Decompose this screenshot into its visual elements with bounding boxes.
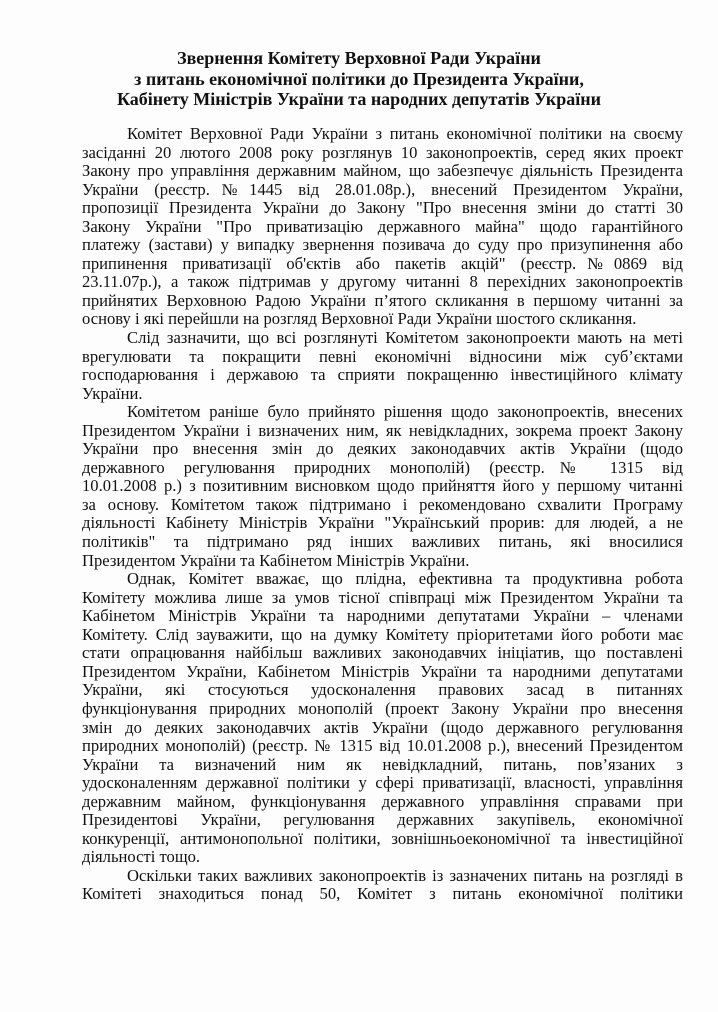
paragraph-line: діяльності Кабінету Міністрів України "Український прорив: для людей, а не [82,513,683,533]
paragraph-line: основу і які перейшли на розгляд Верховної Ради України шостого скликання. [82,309,637,329]
paragraph-line: державним майном, функціонування державного управління справами при [82,791,683,811]
paragraph [82,329,683,403]
document-body [82,125,683,904]
paragraph-line: 23.11.07р.), а також підтримав у другому читанні 8 перехідних законопроектів [82,272,683,292]
paragraph-line: України. [82,383,143,403]
paragraph-line: Комітетом раніше було прийнято рішення щодо законопроектів, внесених [127,402,683,422]
paragraph-line: стати опрацювання найбільш важливих законодавчих ініціатив, що поставлені [82,643,683,663]
paragraph-line: України (реєстр.№1445 від 28.01.08р.), внесений Президентом України, [82,179,683,199]
document-title [0,48,718,110]
paragraph-line: діяльності тощо. [82,847,201,867]
paragraph-line: Комітеті знаходиться понад 50, Комітет з питань економічної політики [82,884,683,904]
paragraph-line: функціонування природних монополій (проект Закону України про внесення [82,698,683,718]
paragraph-line: 10.01.2008 р.) з позитивним висновком щодо прийняття його у першому читанні [82,476,683,496]
paragraph-line: припинення приватизації об'єктів або пакетів акцій" (реєстр.№0869 від [82,253,683,273]
paragraph-line: господарювання і державою та сприяти покращенню інвестиційного клімату [82,365,683,385]
paragraph-line: Однак, Комітет вважає, що плідна, ефективна та продуктивна робота [127,569,683,589]
paragraph-line: змін до деяких законодавчих актів України (щодо державного регулювання [82,717,683,737]
paragraph-line: Кабінетом Міністрів України та народними депутатами України – членами [82,606,683,626]
paragraph-line: конкуренції, антимонопольної політики, зовнішньоекономічної та інвестиційної [82,828,683,848]
paragraph-line: Президентові України, регулювання державних закупівель, економічної [82,810,683,830]
paragraph-line: політиків" та підтримано ряд інших важливих питань, які вносилися [82,532,683,552]
paragraph-line: України, які стосуються удосконалення правових засад в питаннях [82,680,683,700]
paragraph-line: Слід зазначити, що всі розглянуті Комітетом законопроекти мають на меті [127,328,683,348]
paragraph [82,125,683,329]
paragraph-line: Закону про управління державним майном, що забезпечує діяльність Президента [82,161,683,181]
title-line: з питань економічної політики до Президента України, [134,68,584,89]
paragraph-line: врегулювати та покращити певні економічні відносини між суб’єктами [82,346,683,366]
title-line: Звернення Комітету Верховної Ради України [177,48,541,68]
paragraph-line: України про внесення змін до деяких законодавчих актів України (щодо [82,439,683,459]
paragraph-line: Президентом України, Кабінетом Міністрів України та народними депутатами [82,661,683,681]
paragraph-line: платежу (застави) у випадку звернення позивача до суду про призупинення або [82,235,683,255]
paragraph-line: України та визначений ним як невідкладний, питань, пов’язаних з [82,754,683,774]
paragraph-line: Комітету можлива лише за умов тісної співпраці між Президентом України та [82,587,683,607]
paragraph [82,403,683,570]
paragraph-line: засіданні 20 лютого 2008 року розглянув 10 законопроектів, серед яких проект [82,142,683,162]
paragraph-line: державного регулювання природних монополій) (реєстр.№ 1315 від [82,457,683,477]
paragraph-line: Закону України "Про приватизацію державного майна" щодо гарантійного [82,216,683,236]
paragraph-line: удосконаленням державної політики у сфері приватизації, власності, управління [82,773,683,793]
paragraph [82,867,683,904]
paragraph-line: Комітету. Слід зауважити, що на думку Комітету пріоритетами його роботи має [82,624,683,644]
title-line: Кабінету Міністрів України та народних депутатів України [116,89,602,109]
paragraph-line: Президентом України і визначених ним, як невідкладних, зокрема проект Закону [82,420,683,440]
paragraph-line: прийнятих Верховною Радою України п’ятого скликання в першому читанні за [82,290,683,310]
paragraph-line: природних монополій) (реєстр. № 1315 від 10.01.2008 р.), внесений Президентом [82,736,683,756]
paragraph-line: Комітет Верховної Ради України з питань економічної політики на своєму [127,124,683,143]
paragraph-line: пропозиції Президента України до Закону "Про внесення зміни до статті 30 [82,198,683,218]
paragraph-line: за основу. Комітетом також підтримано і рекомендовано схвалити Програму [82,494,683,514]
paragraph-line: Президентом України та Кабінетом Міністрів України. [82,550,470,570]
paragraph-line: Оскільки таких важливих законопроектів із зазначених питань на розгляді в [127,865,683,885]
paragraph [82,570,683,867]
